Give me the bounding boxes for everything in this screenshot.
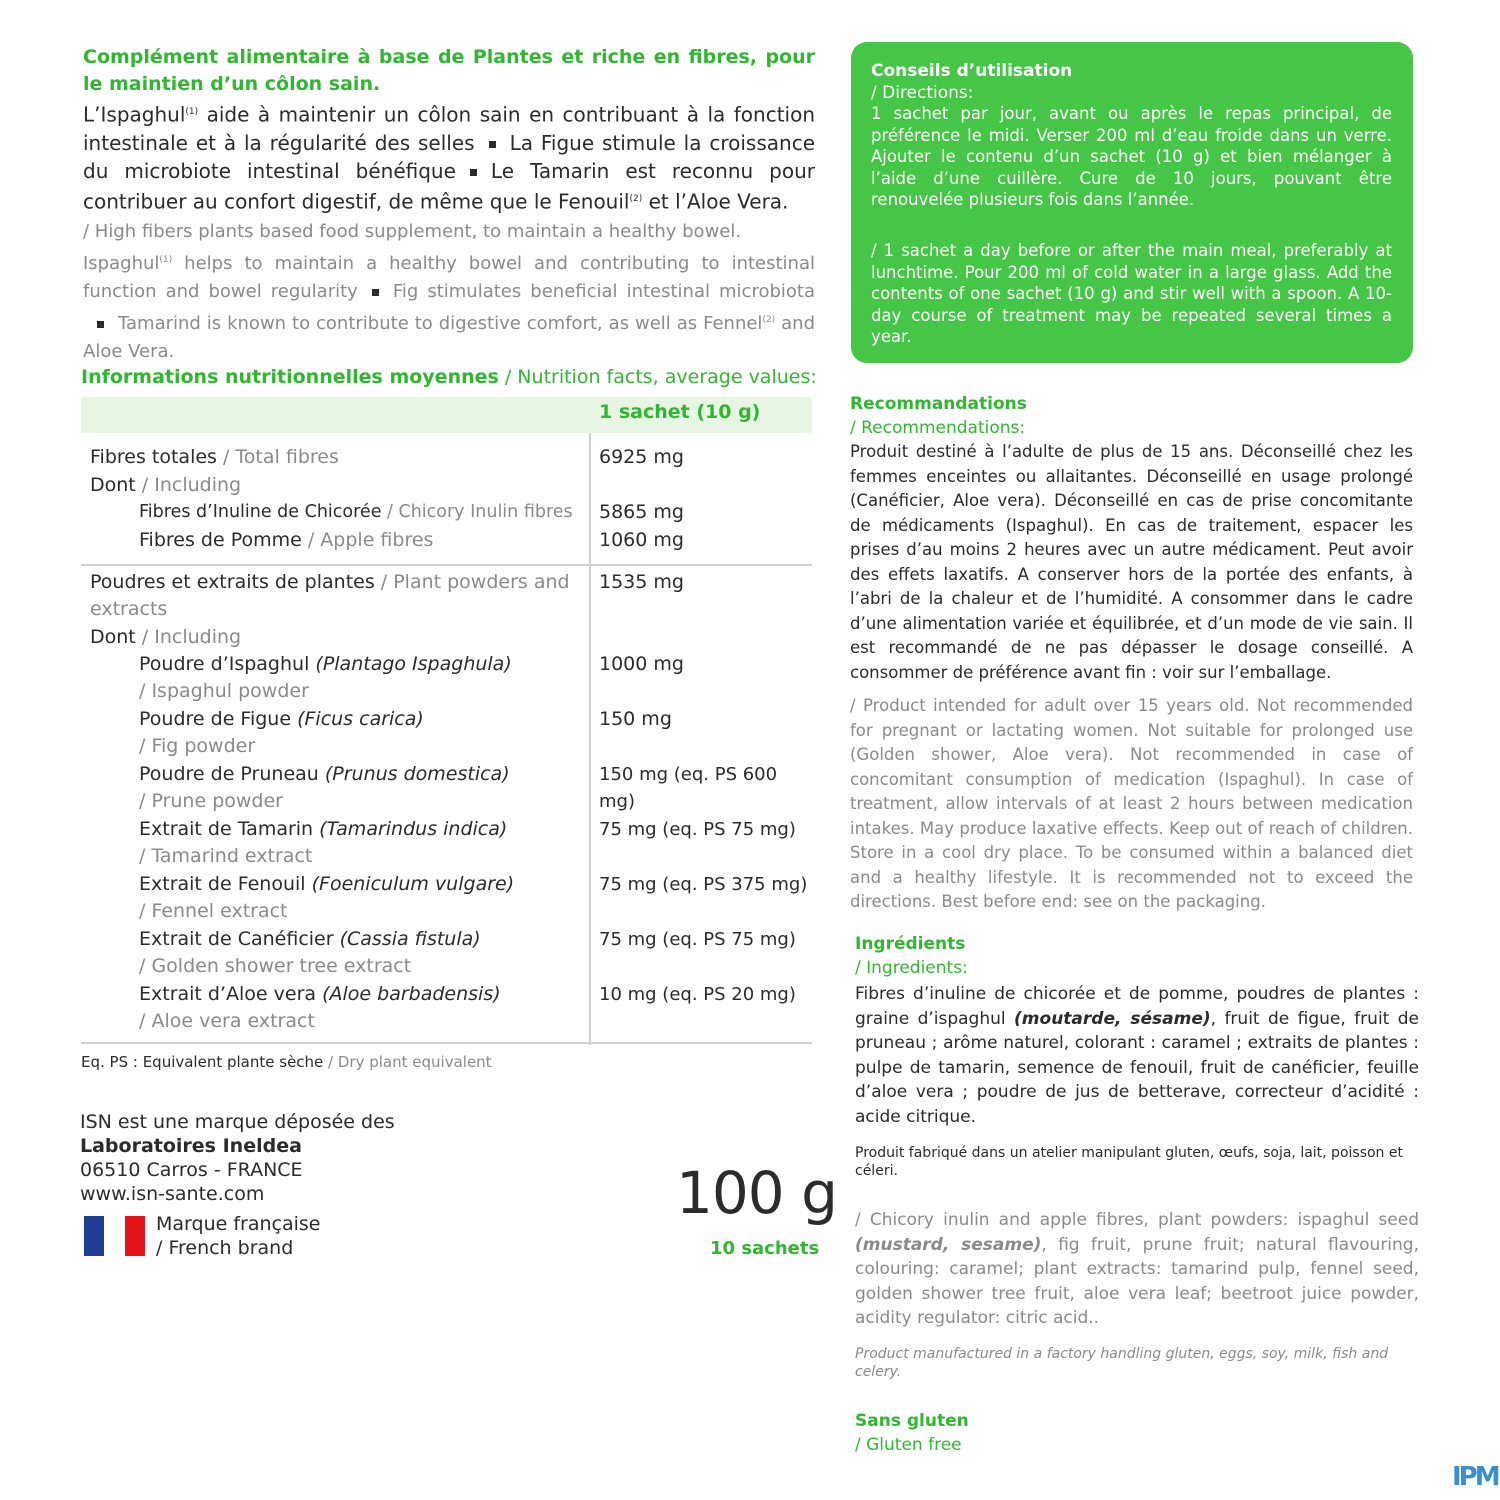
row-label-en: / Apple fibres	[301, 529, 434, 551]
ingredients-subtitle: / Ingredients:	[855, 958, 968, 978]
ingredients-en	[855, 1208, 1419, 1331]
table-row	[139, 499, 573, 526]
row-label-fr: Poudre de Figue	[139, 708, 298, 730]
sachet-count: 10 sachets	[710, 1238, 820, 1259]
recommendations-en: / Product intended for adult over 15 years old. Not recommended for pregnant or lactating women. Not suitable for prolonged use (Golden shower, Aloe vera). Not recommended in case of concomitant consumption of medication (Ispaghul). In case of treatment, allow intervals of at least 2 hours between medication intakes. May produce laxative effects. Keep out of reach of children. Store in a cool dry place. To be consumed within a balanced diet and a healthy lifestyle. It is recommended not to exceed the directions. Best before end: see on the packaging.	[850, 696, 1413, 911]
ingredients-fr	[855, 982, 1419, 1130]
table-row	[139, 926, 481, 980]
intro-en-text-3: helps to maintain a healthy bowel and contributing to intestinal function and bowel regularity	[83, 253, 815, 302]
table-row	[139, 706, 424, 760]
intro-title: Complément alimentaire à base de Plantes et riche en fibres, pour le maintien d’un côlon sain.	[83, 46, 815, 95]
row-label-fr: Extrait de Fenouil	[139, 873, 312, 895]
intro-fr-text-1: L’Ispaghul	[83, 102, 186, 127]
recommendations-fr: Produit destiné à l’adulte de plus de 15 ans. Déconseillé chez les femmes enceintes ou allaitantes. Déconseillé en usage prolongé (Canéficier, Aloe vera). Déconseillé en cas de prise concomitante de médicaments (Ispaghul). En cas de traitement, espacer les prises d’au moins 2 heures avec un autre médicament. Peut avoir des effets laxatifs. A conserver hors de la portée des enfants, à l’abri de la chaleur et de l’humidité. A consommer dans le cadre d’une alimentation variée et équilibrée, et d’un mode de vie sain. Il est recommandé de ne pas dépasser le dosage conseillé. A consommer de préférence avant fin : voir sur l’emballage.	[850, 442, 1413, 682]
table-row	[139, 981, 501, 1035]
intro-en-text-5: Tamarind is known to contribute to digestive comfort, as well as Fennel	[118, 313, 763, 334]
ingredients-en-text-2: , fig fruit, prune fruit; natural flavouring, colouring: caramel; plant extracts: tamarind pulp, fennel seed, golden shower tree fruit, aloe vera leaf; beetroot juice powder, acidity regulator: citric acid..	[855, 1234, 1420, 1329]
bullet-square-icon	[372, 289, 379, 296]
ingredients-fr-text-2: , fruit de figue, fruit de pruneau ; arôme naturel, colorant : caramel ; extraits de plantes : pulpe de tamarin, semence de fenouil, fruit de canéficier, feuille d’aloe vera ; poudre de jus de betterave, correcteur d’acidité : acide citrique.	[855, 1008, 1419, 1127]
directions-en: / 1 sachet a day before or after the main meal, preferably at lunchtime. Pour 200 ml of cold water in a large glass. Add the contents of one sachet (10 g) and stir well with a spoon. A 10-day course of treatment may be repeated several times a year.	[871, 241, 1392, 346]
table-row	[90, 444, 339, 471]
intro-description-fr	[83, 98, 815, 215]
intro-fr-text-4: Le Tamarin est reconnu pour contribuer au confort digestif, de même que le Fenouil	[83, 158, 816, 214]
directions-subtitle: / Directions:	[871, 83, 974, 103]
table-row	[139, 761, 510, 815]
footnote-2: (2)	[762, 315, 776, 325]
note-en: / Dry plant equivalent	[323, 1053, 492, 1071]
table-row-divider	[81, 564, 812, 566]
ingredients-title: Ingrédients	[855, 934, 966, 954]
intro-fr-text-2: aide à maintenir un côlon sain en contribuant à la fonction intestinale et à la régularité des selles	[83, 102, 815, 155]
recommendations-subtitle: / Recommendations:	[850, 418, 1026, 438]
table-row	[90, 569, 570, 623]
directions-box	[851, 42, 1413, 363]
table-row	[139, 871, 514, 925]
footnote-2: (2)	[629, 193, 643, 204]
table-bottom-border	[81, 1042, 812, 1044]
row-label-en: / Plant powders and extracts	[90, 571, 570, 620]
nutrition-title	[81, 364, 817, 390]
row-label-en: / Prune powder	[139, 790, 283, 812]
table-column-divider	[589, 433, 591, 1045]
row-value: 75 mg (eq. PS 75 mg)	[599, 929, 796, 950]
gluten-free-title: Sans gluten	[855, 1411, 969, 1431]
row-value: 1000 mg	[599, 653, 684, 675]
row-value: 10 mg (eq. PS 20 mg)	[599, 984, 796, 1005]
row-label-en: / Fig powder	[139, 735, 256, 757]
ingredients-fr-text-1: Fibres d’inuline de chicorée et de pomme, poudres de plantes : graine d’ispaghul	[855, 984, 1419, 1029]
brand-address: 06510 Carros - FRANCE	[80, 1159, 303, 1181]
row-label-fr: Extrait de Canéficier	[139, 928, 340, 950]
nutrition-title-en: / Nutrition facts, average values:	[498, 366, 817, 388]
table-row	[139, 651, 512, 705]
allergens-fr: (moutarde, sésame)	[1014, 1008, 1211, 1029]
row-value: 5865 mg	[599, 501, 684, 523]
row-label-fr: Poudre d’Ispaghul	[139, 653, 316, 675]
intro-en-text-4: Fig stimulates beneficial intestinal microbiota	[392, 281, 816, 302]
intro-description-en	[83, 218, 815, 366]
french-brand-en: / French brand	[156, 1237, 294, 1259]
ipm-logo: IPM	[1452, 1462, 1498, 1492]
recommendations-title: Recommandations	[850, 394, 1027, 414]
row-label-fr: Extrait d’Aloe vera	[139, 983, 323, 1005]
row-latin-name: (Tamarindus indica)	[319, 818, 508, 840]
row-label-en: / Fennel extract	[139, 900, 288, 922]
brand-line-1: ISN est une marque déposée des	[80, 1111, 395, 1133]
row-value: 75 mg (eq. PS 75 mg)	[599, 819, 796, 840]
intro-en-text-2: Ispaghul	[83, 253, 160, 274]
intro-en-text-1: / High fibers plants based food supplement, to maintain a healthy bowel.	[83, 221, 742, 242]
brand-website-link[interactable]: www.isn-sante.com	[80, 1183, 265, 1205]
row-latin-name: (Foeniculum vulgare)	[311, 873, 515, 895]
ingredients-en-text-1: / Chicory inulin and apple fibres, plant powders: ispaghul seed	[855, 1210, 1419, 1230]
table-row	[90, 472, 241, 499]
brand-company: Laboratoires Ineldea	[80, 1135, 302, 1157]
nutrition-title-fr: Informations nutritionnelles moyennes	[81, 366, 499, 388]
row-latin-name: (Plantago Ispaghula)	[315, 653, 512, 675]
row-label-fr: Fibres totales	[90, 446, 217, 468]
row-value: 1060 mg	[599, 529, 684, 551]
row-value: 6925 mg	[599, 446, 684, 468]
net-weight: 100 g	[676, 1159, 837, 1227]
row-label-en: / Aloe vera extract	[139, 1010, 315, 1032]
row-label-en: / Tamarind extract	[139, 845, 313, 867]
table-row	[90, 624, 241, 651]
french-flag-icon	[84, 1216, 146, 1256]
directions-fr: 1 sachet par jour, avant ou après le repas principal, de préférence le midi. Verser 200 ml d’eau froide dans un verre. Ajouter le contenu d’un sachet (10 g) et bien mélanger à l’aide d’une cuillère. Cure de 10 jours, pouvant être renouvelée plusieurs fois dans l’année.	[871, 104, 1392, 209]
bullet-square-icon	[97, 321, 104, 328]
nutrition-table	[81, 397, 812, 1045]
footnote-1: (1)	[185, 107, 199, 117]
intro-en-text-6: and Aloe Vera.	[83, 313, 815, 362]
french-brand-label	[156, 1212, 321, 1260]
row-label-en: / Including	[135, 474, 242, 496]
french-brand-fr: Marque française	[156, 1213, 321, 1235]
row-label-en: / Total fibres	[216, 446, 339, 468]
row-latin-name: (Aloe barbadensis)	[322, 983, 501, 1005]
intro-fr-text-3: La Figue stimule la croissance du microbiote intestinal bénéfique	[83, 130, 816, 183]
table-row	[139, 816, 507, 870]
factory-note-fr: Produit fabriqué dans un atelier manipulant gluten, œufs, soja, lait, poisson et céleri.	[855, 1145, 1403, 1179]
gluten-free-subtitle: / Gluten free	[855, 1435, 962, 1455]
table-row	[139, 527, 433, 554]
row-label-fr: Poudre de Pruneau	[139, 763, 325, 785]
row-label-en: / Ispaghul powder	[139, 680, 309, 702]
row-latin-name: (Cassia fistula)	[339, 928, 481, 950]
row-value: 75 mg (eq. PS 375 mg)	[599, 874, 808, 895]
row-value: 150 mg (eq. PS 600 mg)	[599, 764, 778, 812]
intro-fr-text-5: et l’Aloe Vera.	[642, 189, 789, 214]
row-value: 1535 mg	[599, 571, 684, 593]
row-label-en: / Chicory Inulin fibres	[381, 502, 573, 522]
row-label-en: / Golden shower tree extract	[139, 955, 412, 977]
factory-note-en: Product manufactured in a factory handling gluten, eggs, soy, milk, fish and celery.	[855, 1346, 1389, 1380]
nutrition-column-header: 1 sachet (10 g)	[599, 401, 761, 423]
row-label-fr: Poudres et extraits de plantes	[90, 571, 375, 593]
row-value: 150 mg	[599, 708, 672, 730]
row-label-fr: Dont	[90, 474, 136, 496]
allergens-en: (mustard, sesame)	[855, 1234, 1042, 1255]
brand-info	[80, 1110, 395, 1206]
bullet-square-icon	[470, 169, 477, 176]
row-label-fr: Fibres de Pomme	[139, 529, 302, 551]
directions-title: Conseils d’utilisation	[871, 61, 1073, 81]
dry-plant-note	[81, 1052, 492, 1072]
row-label-en: / Including	[135, 626, 242, 648]
row-label-fr: Dont	[90, 626, 136, 648]
row-label-fr: Fibres d’Inuline de Chicorée	[139, 502, 382, 522]
row-latin-name: (Prunus domestica)	[324, 763, 510, 785]
row-label-fr: Extrait de Tamarin	[139, 818, 320, 840]
note-fr: Eq. PS : Equivalent plante sèche	[81, 1053, 324, 1071]
row-latin-name: (Ficus carica)	[297, 708, 424, 730]
footnote-1: (1)	[159, 255, 173, 265]
bullet-square-icon	[489, 141, 496, 148]
